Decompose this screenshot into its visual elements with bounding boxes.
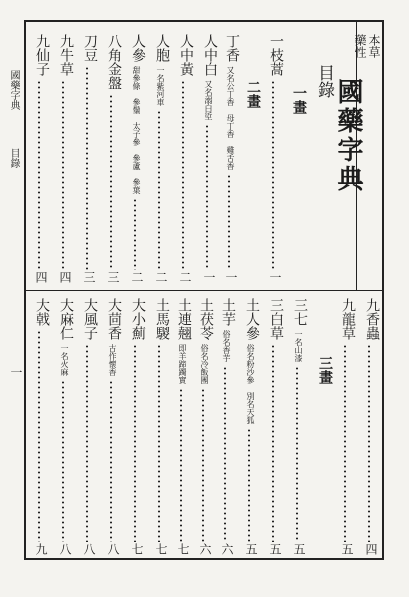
bottom-entry-name: 大麻仁 <box>58 298 74 340</box>
leader-dots <box>206 124 208 270</box>
bottom-entry-alias: 一名火麻 <box>60 344 69 376</box>
leader-dots <box>182 80 184 270</box>
top-page-number: 二 <box>154 271 168 283</box>
book-prefix-2: 藥性 <box>353 34 367 58</box>
bottom-entry-alias: 俗名粉沙參 別名天狐 <box>246 344 255 424</box>
leader-dots <box>158 344 160 542</box>
leader-dots <box>296 366 298 542</box>
table-of-contents-title: 目錄 <box>314 64 334 98</box>
top-entry-name: 一枝蒿 <box>268 34 284 76</box>
top-page-number: 一 <box>268 271 282 283</box>
bottom-entry-alias: 古作懷香 <box>108 344 117 376</box>
top-page-number: 一 <box>224 271 238 283</box>
bottom-entry-name: 九龍草 <box>340 298 356 340</box>
bottom-page-number: 七 <box>176 543 190 555</box>
top-entry-alias: 一名紫河車 <box>156 66 165 106</box>
bottom-page-number: 四 <box>364 543 378 555</box>
bottom-page-number: 八 <box>58 543 72 555</box>
bottom-page-number: 五 <box>340 543 354 555</box>
bottom-page-number: 五 <box>268 543 282 555</box>
leader-dots <box>272 344 274 542</box>
top-entry-name: 九牛草 <box>58 34 74 76</box>
top-page-number: 三 <box>106 271 120 283</box>
top-entry-name: 九仙子 <box>34 34 50 76</box>
top-entry-name: 人胞 <box>154 34 170 62</box>
leader-dots <box>134 198 136 270</box>
bottom-page-number: 七 <box>154 543 168 555</box>
leader-dots <box>344 344 346 542</box>
bottom-page-number: 八 <box>82 543 96 555</box>
top-entry-alias: 又名溺白垽 <box>204 80 213 120</box>
leader-dots <box>272 80 274 270</box>
top-entry-alias: 甜參條 參鬚 太子參 參蘆 參葉 <box>132 66 141 194</box>
bottom-entry-alias: 即羊蹄躅實 <box>178 344 187 384</box>
leader-dots <box>86 344 88 542</box>
section-one-stroke: 一畫 <box>291 86 307 114</box>
section-divider <box>26 290 382 291</box>
bottom-page-number: 七 <box>130 543 144 555</box>
top-entry-name: 人中黃 <box>178 34 194 76</box>
bottom-entry-alias: 一名山漆 <box>294 330 303 362</box>
top-page-number: 四 <box>58 271 72 283</box>
bottom-page-number: 五 <box>244 543 258 555</box>
bottom-entry-name: 大小薊 <box>130 298 146 340</box>
leader-dots <box>248 428 250 542</box>
bottom-entry-name: 三白草 <box>268 298 284 340</box>
margin-book-title: 國藥字典 <box>8 70 19 110</box>
leader-dots <box>202 388 204 542</box>
top-page-number: 四 <box>34 271 48 283</box>
bottom-entry-name: 九香蟲 <box>364 298 380 340</box>
top-entry-name: 八角金盤 <box>106 34 122 90</box>
margin-page-number: 一 <box>9 366 23 378</box>
bottom-page-number: 九 <box>34 543 48 555</box>
bottom-entry-name: 土茯苓 <box>198 298 214 340</box>
leader-dots <box>368 344 370 542</box>
top-page-number: 二 <box>130 271 144 283</box>
top-entry-name: 人參 <box>130 34 146 62</box>
bottom-page-number: 五 <box>292 543 306 555</box>
bottom-entry-name: 土馬騣 <box>154 298 170 340</box>
top-page-number: 三 <box>82 271 96 283</box>
leader-dots <box>110 380 112 542</box>
bottom-entry-alias: 俗名冷飯團 <box>200 344 209 384</box>
bottom-entry-name: 大風子 <box>82 298 98 340</box>
bottom-page-number: 六 <box>198 543 212 555</box>
top-entry-name: 刀豆 <box>82 34 98 62</box>
section-three-strokes: 三畫 <box>317 356 333 384</box>
leader-dots <box>86 66 88 270</box>
bottom-page-number: 八 <box>106 543 120 555</box>
leader-dots <box>180 388 182 542</box>
bottom-entry-name: 土芋 <box>220 298 236 326</box>
bottom-page-number: 六 <box>220 543 234 555</box>
leader-dots <box>158 110 160 270</box>
leader-dots <box>134 344 136 542</box>
bottom-entry-alias: 俗名香芋 <box>222 330 231 362</box>
bottom-entry-name: 大茴香 <box>106 298 122 340</box>
top-entry-name: 人中白 <box>202 34 218 76</box>
leader-dots <box>62 80 64 270</box>
top-entry-alias: 又名公丁香 母丁香 雞舌香 <box>226 66 235 170</box>
leader-dots <box>38 80 40 270</box>
bottom-entry-name: 土連翹 <box>176 298 192 340</box>
bottom-entry-name: 土人參 <box>244 298 260 340</box>
top-entry-name: 丁香 <box>224 34 240 62</box>
bottom-entry-name: 三七 <box>292 298 308 326</box>
leader-dots <box>228 174 230 270</box>
top-page-number: 二 <box>178 271 192 283</box>
leader-dots <box>38 330 40 542</box>
top-page-number: 一 <box>202 271 216 283</box>
bottom-entry-name: 大戟 <box>34 298 50 326</box>
leader-dots <box>224 366 226 542</box>
book-prefix-1: 本草 <box>367 34 381 58</box>
section-two-strokes: 二畫 <box>245 80 261 108</box>
book-title: 國藥字典 <box>333 78 363 194</box>
margin-section-label: 目錄 <box>8 148 19 168</box>
leader-dots <box>62 380 64 542</box>
leader-dots <box>110 94 112 270</box>
